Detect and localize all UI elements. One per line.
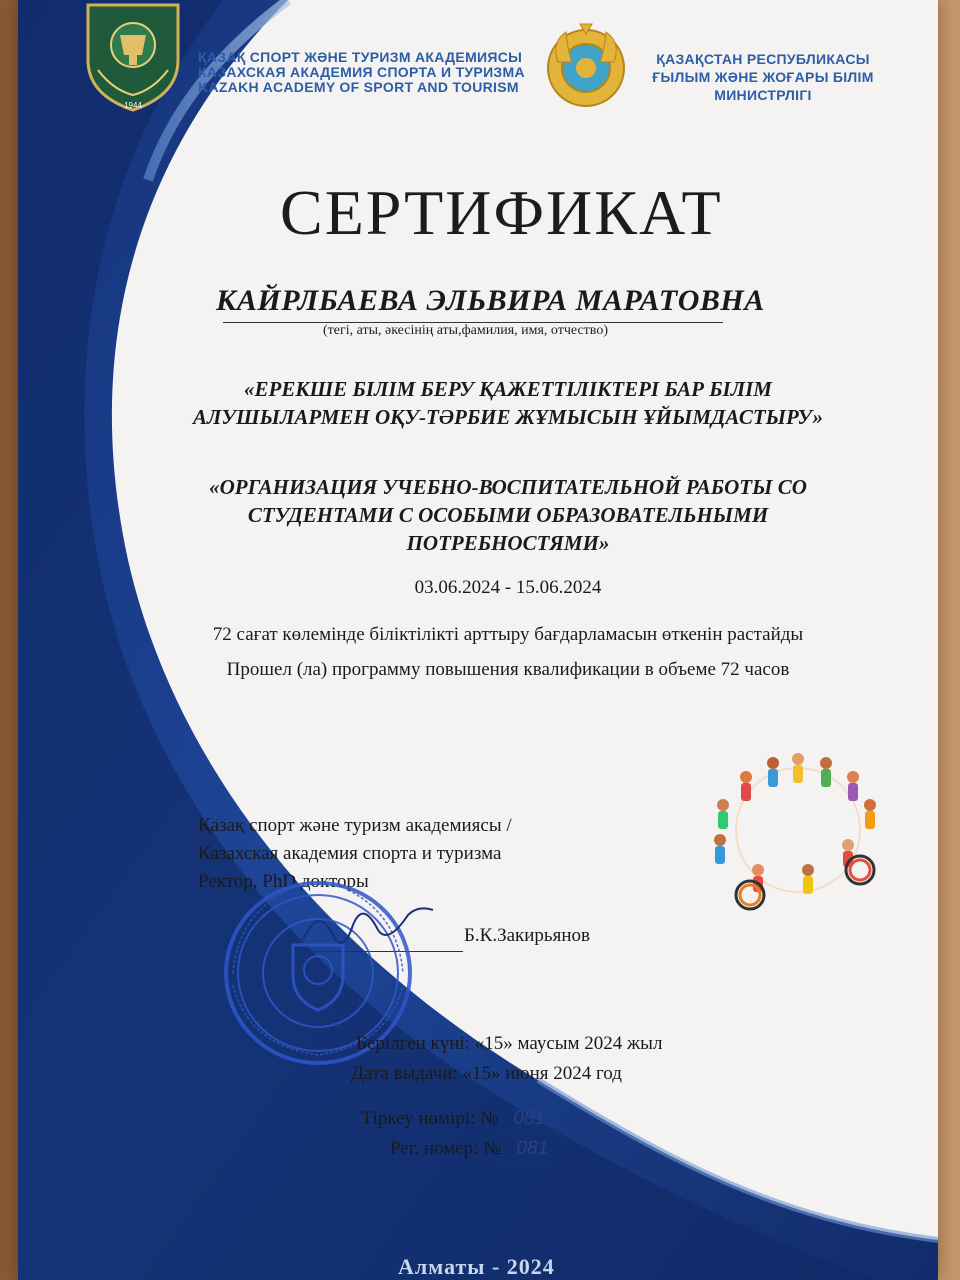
- statement-kz: 72 сағат көлемінде біліктілікті арттыру бағдарламасын өткенін растайды: [212, 624, 804, 645]
- academy-name-block: [198, 50, 538, 95]
- certificate-paper: [18, 0, 938, 1280]
- issue-date-kz-value: «15» маусым 2024 жыл: [474, 1033, 663, 1054]
- program-title-kz: [138, 375, 878, 431]
- program-title-ru: [138, 473, 878, 557]
- ministry-line-2: ҒЫЛЫМ ЖӘНЕ ЖОҒАРЫ БІЛІМ: [652, 69, 874, 85]
- reg-number-ru-value: 081: [501, 1135, 563, 1164]
- program-kz-line-2: АЛУШЫЛАРМЕН ОҚУ-ТӘРБИЕ ЖҰМЫСЫН ҰЙЫМДАСТЫРУ»: [192, 405, 824, 429]
- academy-name-en: KAZAKH ACADEMY OF SPORT AND TOURISM: [198, 79, 519, 95]
- statement-ru: Прошел (ла) программу повышения квалификации в объеме 72 часов: [226, 659, 790, 680]
- ministry-block: [648, 50, 878, 104]
- reg-number-kz-label: Тіркеу нөмірі: №: [361, 1108, 499, 1129]
- inclusion-illustration: [698, 745, 898, 915]
- issue-date-ru-value: «15» июня 2024 год: [462, 1063, 622, 1084]
- children-circle: [714, 753, 876, 909]
- ministry-line-3: МИНИСТРЛІГІ: [714, 87, 812, 103]
- course-dates: 03.06.2024 - 15.06.2024: [414, 577, 602, 598]
- academy-name-ru: КАЗАХСКАЯ АКАДЕМИЯ СПОРТА И ТУРИЗМА: [198, 64, 525, 80]
- signature-org-ru: Казахская академия спорта и туризма: [198, 843, 502, 864]
- issue-date-kz: [356, 1030, 662, 1058]
- name-caption: (тегі, аты, әкесінің аты,фамилия, имя, отчество): [323, 323, 608, 338]
- state-emblem: [546, 22, 626, 114]
- issue-date-kz-label: Берілген күні:: [356, 1033, 470, 1054]
- program-ru-line-2: СТУДЕНТАМИ С ОСОБЫМИ ОБРАЗОВАТЕЛЬНЫМИ: [247, 503, 769, 527]
- program-kz-line-1: «ЕРЕКШЕ БІЛІМ БЕРУ ҚАЖЕТТІЛІКТЕРІ БАР БІЛІМ: [244, 377, 772, 401]
- certificate-title: СЕРТИФИКАТ: [280, 177, 723, 248]
- issue-date-ru-label: Дата выдачи:: [351, 1063, 458, 1084]
- ministry-line-1: ҚАЗАҚСТАН РЕСПУБЛИКАСЫ: [656, 51, 870, 67]
- footer-city-year: Алматы - 2024: [398, 1254, 555, 1279]
- academy-name-kz: ҚАЗАҚ СПОРТ ЖӘНЕ ТУРИЗМ АКАДЕМИЯСЫ: [198, 49, 523, 65]
- reg-number-ru: [390, 1135, 563, 1164]
- signer-name: Б.К.Закирьянов: [464, 925, 590, 946]
- signature-position: Ректор, PhD докторы: [198, 871, 369, 892]
- signature-org-kz: Қазақ спорт және туризм академиясы /: [198, 815, 512, 836]
- reg-number-ru-label: Рег. номер: №: [390, 1138, 502, 1159]
- reg-number-kz: [361, 1105, 560, 1134]
- issue-date-ru: [351, 1060, 622, 1088]
- signature-scribble: [298, 895, 438, 955]
- program-ru-line-1: «ОРГАНИЗАЦИЯ УЧЕБНО-ВОСПИТАТЕЛЬНОЙ РАБОТЫ СО: [209, 475, 807, 499]
- reg-number-kz-value: 081: [498, 1105, 560, 1134]
- academy-logo-year: 1944: [124, 101, 142, 110]
- recipient-name: КАЙРЛБАЕВА ЭЛЬВИРА МАРАТОВНА: [216, 284, 765, 317]
- academy-logo: [68, 0, 198, 115]
- program-ru-line-3: ПОТРЕБНОСТЯМИ»: [406, 531, 610, 555]
